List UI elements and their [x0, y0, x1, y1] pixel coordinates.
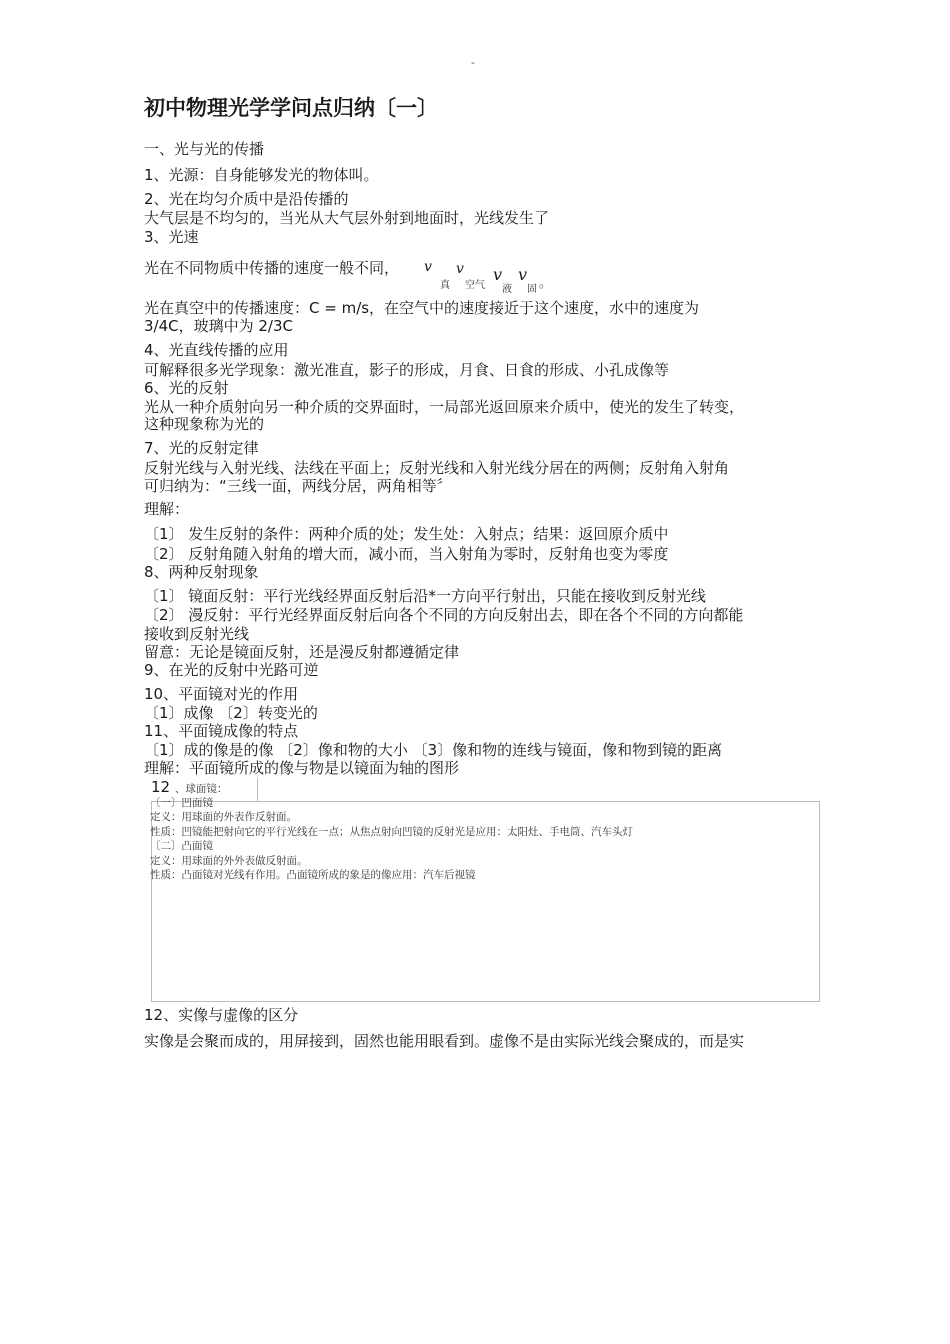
- text-line: 3/4C，玻璃中为 2/3C: [144, 317, 293, 335]
- text-line: 〔1〕 镜面反射：平行光线经界面反射后沿*一方向平行射出，只能在接收到反射光线: [144, 587, 706, 605]
- mirror-line: 定义：用球面的外外表做反射面。: [150, 855, 308, 867]
- mirror-line: 性质：凹镜能把射向它的平行光线在一点；从焦点射向凹镜的反射光是应用：太阳灶、手电筒、汽车头灯: [150, 826, 633, 838]
- header-mark: -: [471, 56, 475, 69]
- text-line: 实像是会聚而成的，用屏接到，固然也能用眼看到。虚像不是由实际光线会聚成的，而是实: [144, 1032, 745, 1050]
- text-line: 1、光源：自身能够发光的物体叫。: [144, 166, 379, 184]
- speed-v-symbol: v: [518, 265, 528, 284]
- text-line: 7、光的反射定律: [144, 439, 259, 457]
- text-line: 理解：平面镜所成的像与物是以镜面为轴的图形: [144, 759, 460, 777]
- speed-text: 光在不同物质中传播的速度一般不同，: [144, 259, 400, 277]
- text-line: 4、光直线传播的应用: [144, 341, 289, 359]
- speed-subscript: 液: [502, 284, 512, 295]
- mirror-line: 性质：凸面镜对光线有作用。凸面镜所成的象是的像应用：汽车后视镜: [150, 869, 476, 881]
- text-line: 3、光速: [144, 228, 199, 246]
- speed-formula-line: [144, 259, 399, 277]
- text-line: 〔1〕成的像是的像 〔2〕像和物的大小 〔3〕像和物的连线与镜面，像和物到镜的距离: [144, 741, 723, 759]
- text-line: 这种现象称为光的: [144, 415, 265, 433]
- text-line: 接收到反射光线: [144, 625, 250, 643]
- mirror-line: 定义：用球面的外表作反射面。: [150, 811, 297, 823]
- speed-subscript: 真: [440, 280, 450, 291]
- speed-v-symbol: v: [424, 259, 432, 275]
- text-line: 6、光的反射: [144, 379, 229, 397]
- text-line: 光在真空中的传播速度：C = m/s，在空气中的速度接近于这个速度，水中的速度为: [144, 299, 700, 317]
- text-line: 〔1〕 发生反射的条件：两种介质的处；发生处：入射点；结果：返回原介质中: [144, 525, 669, 543]
- text-line: 光从一种介质射向另一种介质的交界面时，一局部光返回原来介质中，使光的发生了转变，: [144, 398, 745, 416]
- mirror-number: 12: [151, 778, 171, 796]
- text-line: 大气层是不均匀的，当光从大气层外射到地面时，光线发生了: [144, 209, 550, 227]
- mirror-line: 〔二〕凸面镜: [150, 840, 213, 852]
- text-line: 〔2〕 漫反射：平行光经界面反射后向各个不同的方向反射出去，即在各个不同的方向都能: [144, 606, 744, 624]
- section-heading: 一、光与光的传播: [144, 140, 265, 158]
- text-line: 12、实像与虚像的区分: [144, 1006, 299, 1024]
- text-line: 10、平面镜对光的作用: [144, 685, 299, 703]
- text-line: 11、平面镜成像的特点: [144, 722, 299, 740]
- text-line: 可归纳为：“三线一面，两线分居，两角相等〞: [144, 477, 452, 495]
- text-line: 〔2〕 反射角随入射角的增大而，减小而，当入射角为零时，反射角也变为零度: [144, 545, 669, 563]
- text-line: 反射光线与入射光线、法线在平面上；反射光线和入射光线分居在的两侧；反射角入射角: [144, 459, 730, 477]
- speed-period: 。: [539, 276, 553, 291]
- text-line: 可解释很多光学现象：激光准直，影子的形成，月食、日食的形成、小孔成像等: [144, 361, 670, 379]
- speed-v-symbol: v: [456, 261, 464, 277]
- text-line: 8、两种反射现象: [144, 563, 259, 581]
- mirror-title: 、球面镜：: [174, 783, 228, 795]
- mirror-heading: [151, 778, 227, 796]
- speed-subscript: 空气: [465, 280, 485, 291]
- text-line: 9、在光的反射中光路可逆: [144, 661, 319, 679]
- speed-v-symbol: v: [493, 265, 503, 284]
- mirror-line: 〔一〕凹面镜: [150, 797, 213, 809]
- text-line: 〔1〕成像 〔2〕转变光的: [144, 704, 318, 722]
- text-line: 2、光在均匀介质中是沿传播的: [144, 190, 349, 208]
- page-title: 初中物理光学学问点归纳〔一〕: [144, 96, 438, 120]
- text-line: 理解：: [144, 500, 190, 518]
- text-line: 留意：无论是镜面反射，还是漫反射都遵循定律: [144, 643, 460, 661]
- speed-subscript: 固: [527, 284, 537, 295]
